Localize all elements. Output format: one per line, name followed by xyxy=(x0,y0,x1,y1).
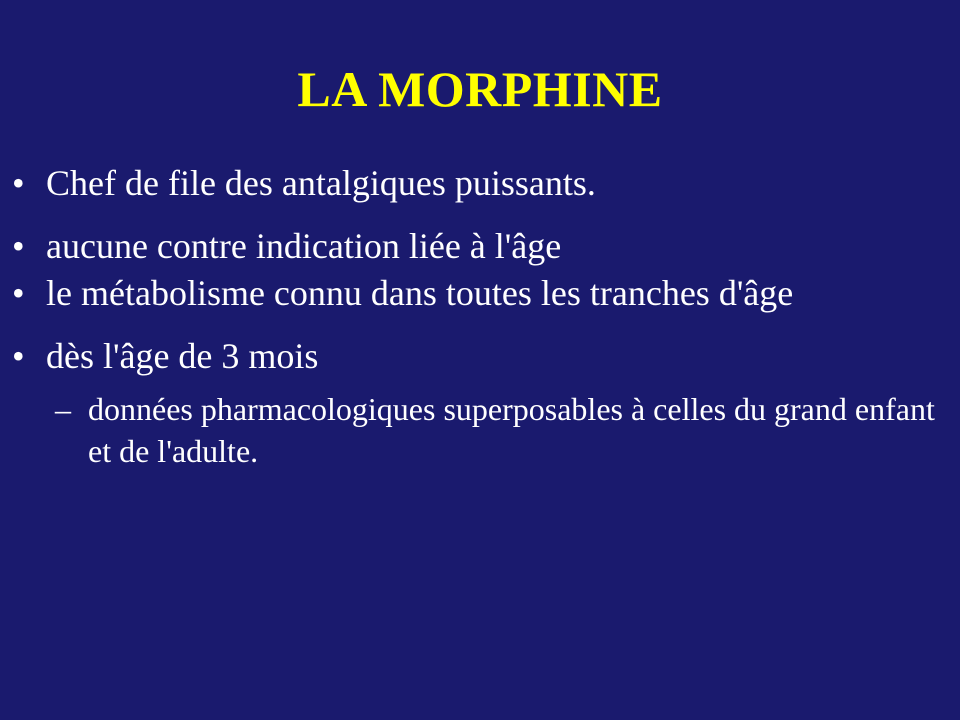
sub-bullet-text: données pharmacologiques superposables à celles du grand enfant et de l'adulte. xyxy=(88,391,935,469)
bullet-item-1 xyxy=(0,160,945,207)
sub-bullet-marker: – xyxy=(55,391,71,427)
bullet-item-3 xyxy=(0,270,945,317)
bullet-text: aucune contre indication liée à l'âge xyxy=(46,226,562,266)
sub-bullet-item-1 xyxy=(0,388,945,472)
bullet-marker: • xyxy=(12,273,25,313)
slide-title: LA MORPHINE xyxy=(297,61,663,117)
bullet-list xyxy=(0,160,960,472)
bullet-marker: • xyxy=(12,163,25,203)
bullet-text: dès l'âge de 3 mois xyxy=(46,336,319,376)
bullet-item-2 xyxy=(0,223,945,270)
bullet-text: le métabolisme connu dans toutes les tranches d'âge xyxy=(46,273,794,313)
bullet-marker: • xyxy=(12,226,25,266)
bullet-item-4 xyxy=(0,333,945,380)
bullet-text: Chef de file des antalgiques puissants. xyxy=(46,163,596,203)
bullet-marker: • xyxy=(12,336,25,376)
